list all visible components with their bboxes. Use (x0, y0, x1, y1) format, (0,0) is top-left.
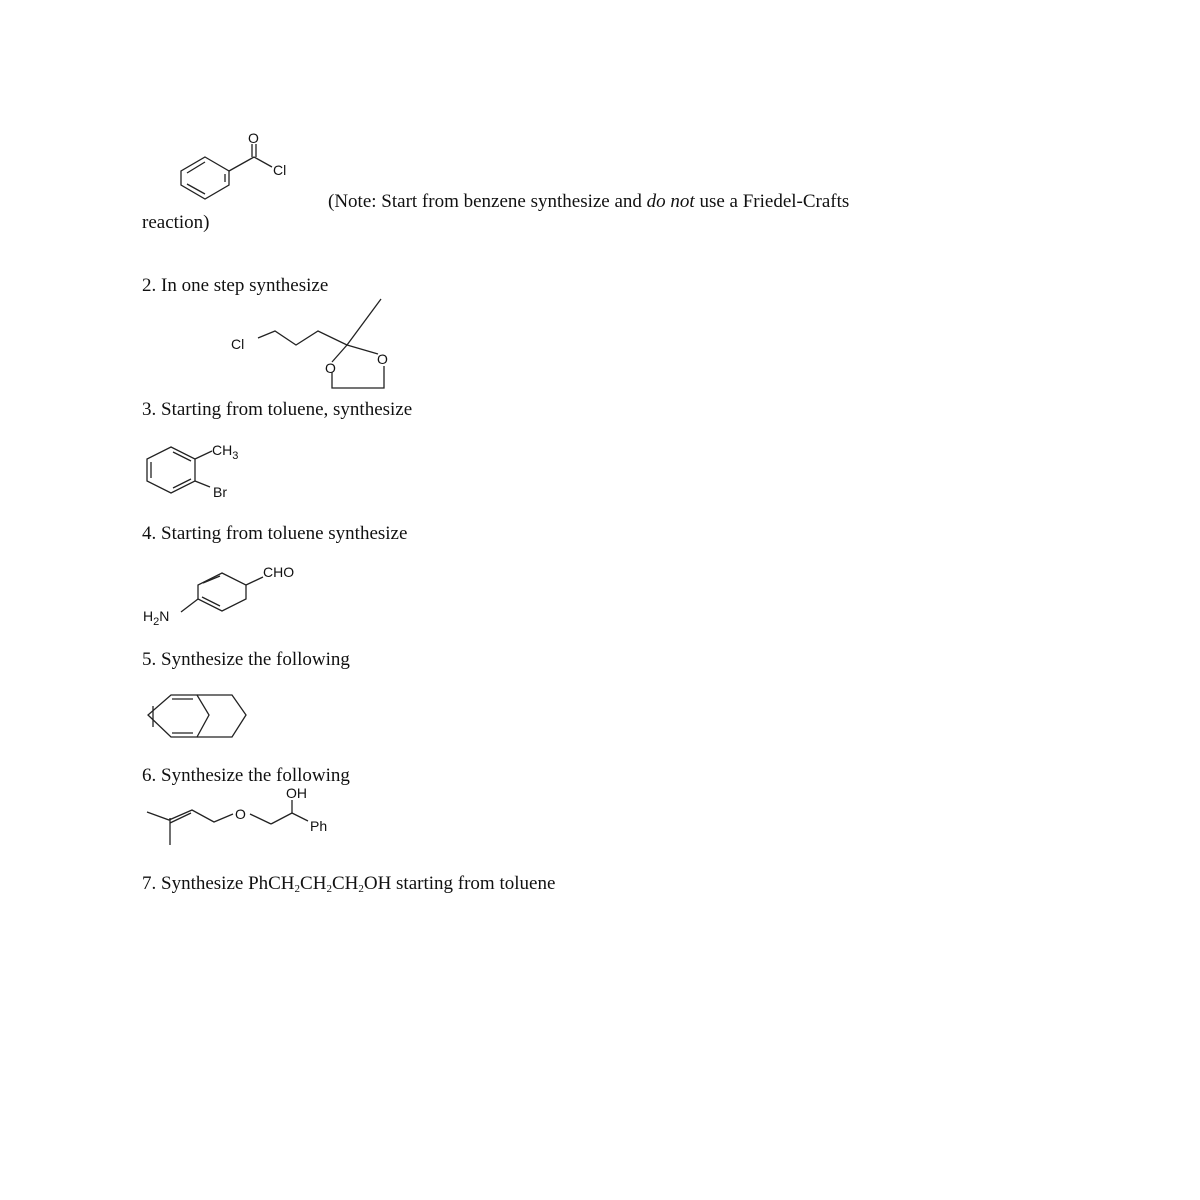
question-2: 2. In one step synthesize (142, 275, 329, 296)
phenyl-label: Ph (310, 818, 328, 834)
chlorine-label: Cl (273, 162, 287, 178)
ether-oxygen-label: O (235, 806, 246, 822)
question-3: 3. Starting from toluene, synthesize (142, 399, 413, 420)
carbonyl-oxygen-label: O (248, 130, 259, 146)
aldehyde-label: CHO (263, 564, 295, 580)
q1-note-suffix: use a Friedel-Crafts (694, 191, 850, 212)
amine-label: $H_2N$ (143, 608, 170, 628)
hydroxyl-label: OH (286, 785, 307, 801)
q1-note-italic: do not (646, 191, 695, 212)
methyl-label: $CH_3$ (212, 442, 239, 462)
question-4: 4. Starting from toluene synthesize (142, 523, 408, 544)
q1-note-continuation: reaction) (142, 212, 210, 233)
question-7: 7. Synthesize $PhCH_2CH_2CH_2OH$ starting from toluene (142, 873, 556, 895)
bromine-label: Br (213, 484, 227, 500)
oxygen-label-right: O (377, 351, 388, 367)
question-6: 6. Synthesize the following (142, 765, 350, 786)
chlorine-label: Cl (231, 336, 245, 352)
question-5: 5. Synthesize the following (142, 649, 350, 670)
q1-note-prefix: (Note: Start from benzene synthesize and (328, 191, 647, 212)
oxygen-label-left: O (325, 360, 336, 376)
